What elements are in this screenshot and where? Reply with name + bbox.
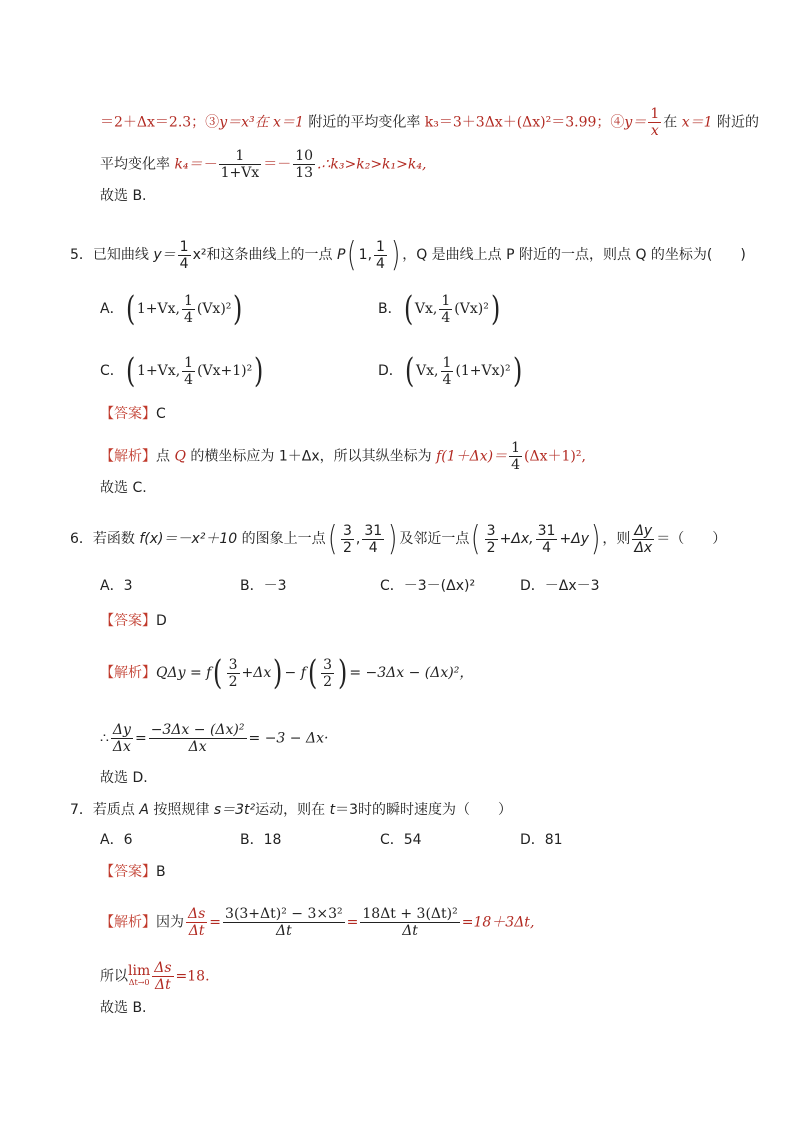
fraction: $\frac{10}{13}$ bbox=[295, 148, 314, 181]
option-c[interactable]: C．( 1+Vx, $\frac{1}{4}$ (Vx+1)²) bbox=[100, 351, 264, 391]
answer-6: 【答案】D bbox=[100, 613, 167, 629]
text: 在 bbox=[663, 114, 678, 131]
solution-line-2: 平均变化率 k₄＝－ $\frac{1}{1+Vx}$ ＝－ $\frac{10}{13}$ .∴k₃>k₂>k₁>k₄, bbox=[100, 148, 427, 181]
option-b[interactable]: B．( Vx, $\frac{1}{4}$ (Vx)²) bbox=[378, 289, 501, 329]
conclusion-6: 故选 D. bbox=[100, 770, 148, 786]
analysis-5: 【解析】点 Q 的横坐标应为 1＋Δx，所以其纵坐标为 f(1＋Δx)＝ $\frac{1}{4}$ (Δx＋1)², bbox=[100, 440, 586, 473]
analysis-7: 【解析】因为 $\frac{\Delta s}{\Delta t}$ = $\frac{\text{3(3+Δt)² − 3×3²}}{\Delta t}$ = $\frac{\text{18Δt + 3(Δt)²}}{\Delta t}$ =18＋3Δt, bbox=[100, 906, 535, 939]
analysis-6-line-2: ∴ $\frac{\Delta y}{\Delta x}$ = $\frac{\text{−3Δx − (Δx)²}}{\Delta x}$ = −3 − Δx· bbox=[100, 722, 329, 755]
analysis-7-line-2: 所以 lim Δt→0 $\frac{\Delta s}{\Delta t}$ =18. bbox=[100, 960, 210, 993]
text: y＝ bbox=[624, 114, 647, 131]
analysis-6: 【解析】QΔy = f( $\frac{3}{2}$ +Δx) − f( $\frac{3}{2}$ ) = −3Δx − (Δx)²， bbox=[100, 653, 474, 693]
q7-option-b[interactable]: B．18 bbox=[240, 832, 282, 848]
answer-7: 【答案】B bbox=[100, 864, 166, 880]
conclusion: 故选 B. bbox=[100, 188, 147, 204]
option-a[interactable]: A．( 1+Vx, $\frac{1}{4}$ (Vx)²) bbox=[100, 289, 243, 329]
question-6: 6．若函数 f(x)＝－x²＋10 的图象上一点( $\frac{3}{2}$ , $\frac{31}{4}$ ) 及邻近一点( $\frac{3}{2}$ +Δx, $\frac{31}{4}$ +Δy) ，则 $\frac{\Delta y}{\Delta x}$ ＝（ ） bbox=[70, 519, 727, 559]
fraction: $\frac{1}{x}$ bbox=[650, 106, 660, 139]
text: 附近的平均变化率 bbox=[303, 114, 425, 131]
text: x＝1 bbox=[677, 114, 713, 131]
text: 附近的 bbox=[712, 114, 759, 131]
q7-option-c[interactable]: C．54 bbox=[380, 832, 422, 848]
text: x＝1 bbox=[268, 114, 304, 131]
question-7: 7．若质点 A 按照规律 s＝3t²运动，则在 t＝3时的瞬时速度为（ ） bbox=[70, 802, 513, 818]
fraction: $\frac{1}{1+Vx}$ bbox=[220, 148, 260, 181]
question-5: 5．已知曲线 y＝ $\frac{1}{4}$ x²和这条曲线上的一点 P( 1, $\frac{1}{4}$ ) ，Q 是曲线上点 P 附近的一点，则点 Q 的坐标为( ) bbox=[70, 235, 746, 275]
text: y＝x³在 bbox=[219, 114, 269, 131]
q6-option-d[interactable]: D．－Δx－3 bbox=[520, 578, 600, 594]
conclusion-7: 故选 B. bbox=[100, 1000, 147, 1016]
answer-5: 【答案】C bbox=[100, 406, 166, 422]
q6-option-a[interactable]: A．3 bbox=[100, 578, 133, 594]
text: ＝2＋Δx＝2.3；③ bbox=[100, 114, 220, 131]
q7-option-d[interactable]: D．81 bbox=[520, 832, 563, 848]
conclusion-5: 故选 C. bbox=[100, 480, 147, 496]
q7-option-a[interactable]: A．6 bbox=[100, 832, 133, 848]
option-d[interactable]: D．( Vx, $\frac{1}{4}$ (1+Vx)²) bbox=[378, 351, 522, 391]
q6-option-c[interactable]: C．－3－(Δx)² bbox=[380, 578, 476, 594]
solution-line-1 bbox=[100, 106, 759, 139]
text: k₃＝3＋3Δx＋(Δx)²＝3.99；④ bbox=[424, 114, 625, 131]
q6-option-b[interactable]: B．－3 bbox=[240, 578, 287, 594]
